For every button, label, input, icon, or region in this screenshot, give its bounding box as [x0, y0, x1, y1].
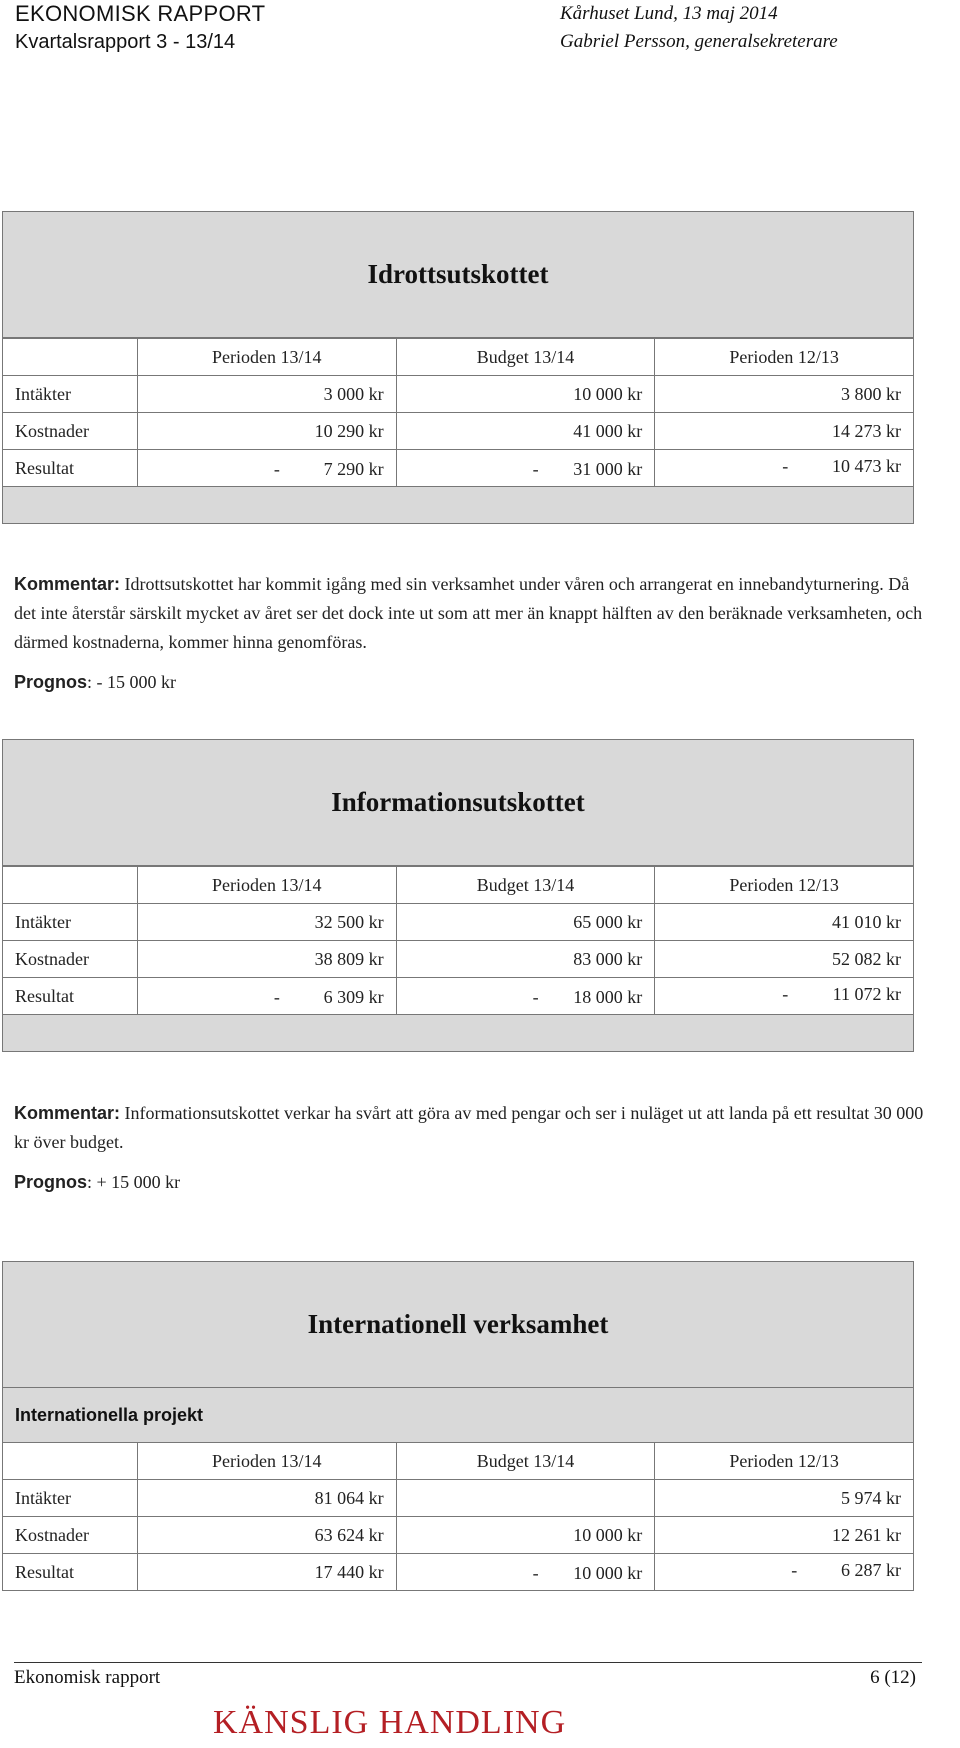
table-cell: 14 273 kr	[655, 413, 914, 450]
minus-sign: -	[782, 984, 789, 1004]
table-cell: 10 000 kr	[396, 376, 655, 413]
comment-text: Informationsutskottet verkar ha svårt att göra av med pengar och ser i nuläget ut att landa på ett resultat 30 000 kr över budget.	[14, 1103, 924, 1152]
table-row	[3, 450, 914, 487]
row-label: Intäkter	[3, 1480, 138, 1517]
section-internationell-verksamhet	[2, 1261, 914, 1591]
col-header: Perioden 13/14	[137, 1443, 396, 1480]
place-date: Kårhuset Lund, 13 maj 2014	[560, 3, 778, 24]
comment	[14, 1099, 924, 1157]
section-footer-bar	[2, 487, 914, 524]
report-meta	[560, 0, 838, 56]
minus-sign: -	[532, 987, 539, 1007]
page-number: 6 (12)	[870, 1667, 916, 1688]
prognos	[14, 1172, 180, 1193]
minus-sign: -	[273, 987, 280, 1007]
table-cell	[396, 1480, 655, 1517]
table-row	[3, 941, 914, 978]
prognos-value: : + 15 000 kr	[87, 1172, 181, 1192]
comment-text: Idrottsutskottet har kommit igång med sin verksamhet under våren och arrangerat en innebandyturnering. Då det inte återstår särskilt mycket av året ser det dock inte ut som att mer än knappt hälften av den beräknade verksamheten, och därmed kostnaderna, kommer hinna genomföras.	[14, 574, 923, 652]
row-label: Resultat	[3, 450, 138, 487]
table-cell: 83 000 kr	[396, 941, 655, 978]
table-cell: 10 290 kr	[137, 413, 396, 450]
table-header-row	[3, 339, 914, 376]
table-cell	[655, 450, 914, 487]
prognos	[14, 672, 176, 693]
comment-label: Kommentar:	[14, 1103, 121, 1123]
table-cell: 52 082 kr	[655, 941, 914, 978]
col-header: Budget 13/14	[396, 339, 655, 376]
author: Gabriel Persson, generalsekreterare	[560, 31, 838, 52]
table-header-row	[3, 867, 914, 904]
table-row	[3, 413, 914, 450]
row-label: Intäkter	[3, 376, 138, 413]
table-cell	[137, 978, 396, 1015]
table-cell	[396, 1554, 655, 1591]
section-title: Internationell verksamhet	[2, 1261, 914, 1388]
col-header: Perioden 13/14	[137, 867, 396, 904]
row-label: Kostnader	[3, 1517, 138, 1554]
minus-sign: -	[273, 459, 280, 479]
confidential-stamp: KÄNSLIG HANDLING	[213, 1704, 567, 1741]
table-cell: 65 000 kr	[396, 904, 655, 941]
prognos-label: Prognos	[14, 672, 88, 692]
table-cell	[655, 978, 914, 1015]
table-cell: 17 440 kr	[137, 1554, 396, 1591]
minus-sign: -	[791, 1560, 798, 1580]
table-row	[3, 904, 914, 941]
table-cell: 63 624 kr	[137, 1517, 396, 1554]
comment-label: Kommentar:	[14, 574, 121, 594]
finance-table	[2, 866, 914, 1015]
row-label: Kostnader	[3, 941, 138, 978]
cell-value: 11 072 kr	[832, 984, 901, 1004]
col-header: Perioden 12/13	[655, 1443, 914, 1480]
col-header: Budget 13/14	[396, 1443, 655, 1480]
table-row	[3, 1480, 914, 1517]
table-cell: 41 010 kr	[655, 904, 914, 941]
minus-sign: -	[782, 456, 789, 476]
table-row	[3, 1554, 914, 1591]
report-subtitle: Kvartalsrapport 3 - 13/14	[15, 31, 236, 53]
finance-table	[2, 1443, 914, 1591]
cell-value: 31 000 kr	[573, 459, 643, 479]
col-header: Perioden 12/13	[655, 339, 914, 376]
cell-value: 7 290 kr	[323, 459, 384, 479]
cell-value: 10 000 kr	[573, 1563, 643, 1583]
minus-sign: -	[532, 459, 539, 479]
table-cell	[396, 450, 655, 487]
table-cell: 12 261 kr	[655, 1517, 914, 1554]
table-cell	[655, 1554, 914, 1591]
minus-sign: -	[532, 1563, 539, 1583]
report-header	[15, 0, 265, 56]
cell-value: 6 309 kr	[323, 987, 384, 1007]
footer-divider	[14, 1662, 922, 1663]
col-header: Perioden 13/14	[137, 339, 396, 376]
table-cell: 81 064 kr	[137, 1480, 396, 1517]
row-label: Resultat	[3, 978, 138, 1015]
table-cell	[396, 978, 655, 1015]
table-cell: 3 800 kr	[655, 376, 914, 413]
cell-value: 18 000 kr	[573, 987, 643, 1007]
row-label: Intäkter	[3, 904, 138, 941]
finance-table	[2, 338, 914, 487]
section-title: Idrottsutskottet	[2, 211, 914, 338]
comment	[14, 570, 924, 657]
table-row	[3, 978, 914, 1015]
section-title: Informationsutskottet	[2, 739, 914, 866]
prognos-value: : - 15 000 kr	[87, 672, 177, 692]
subsection-title: Internationella projekt	[2, 1388, 914, 1443]
table-cell: 38 809 kr	[137, 941, 396, 978]
col-header: Perioden 12/13	[655, 867, 914, 904]
prognos-label: Prognos	[14, 1172, 88, 1192]
row-label: Kostnader	[3, 413, 138, 450]
col-header: Budget 13/14	[396, 867, 655, 904]
table-header-row	[3, 1443, 914, 1480]
table-cell: 41 000 kr	[396, 413, 655, 450]
row-label: Resultat	[3, 1554, 138, 1591]
table-cell: 32 500 kr	[137, 904, 396, 941]
section-footer-bar	[2, 1015, 914, 1052]
table-cell: 10 000 kr	[396, 1517, 655, 1554]
table-row	[3, 376, 914, 413]
table-row	[3, 1517, 914, 1554]
section-informationsutskottet	[2, 739, 914, 1052]
section-idrottsutskottet	[2, 211, 914, 524]
cell-value: 10 473 kr	[832, 456, 901, 476]
report-title: EKONOMISK RAPPORT	[15, 1, 266, 26]
table-cell: 3 000 kr	[137, 376, 396, 413]
cell-value: 6 287 kr	[841, 1560, 901, 1580]
table-cell: 5 974 kr	[655, 1480, 914, 1517]
table-cell	[137, 450, 396, 487]
footer-title: Ekonomisk rapport	[14, 1667, 161, 1688]
